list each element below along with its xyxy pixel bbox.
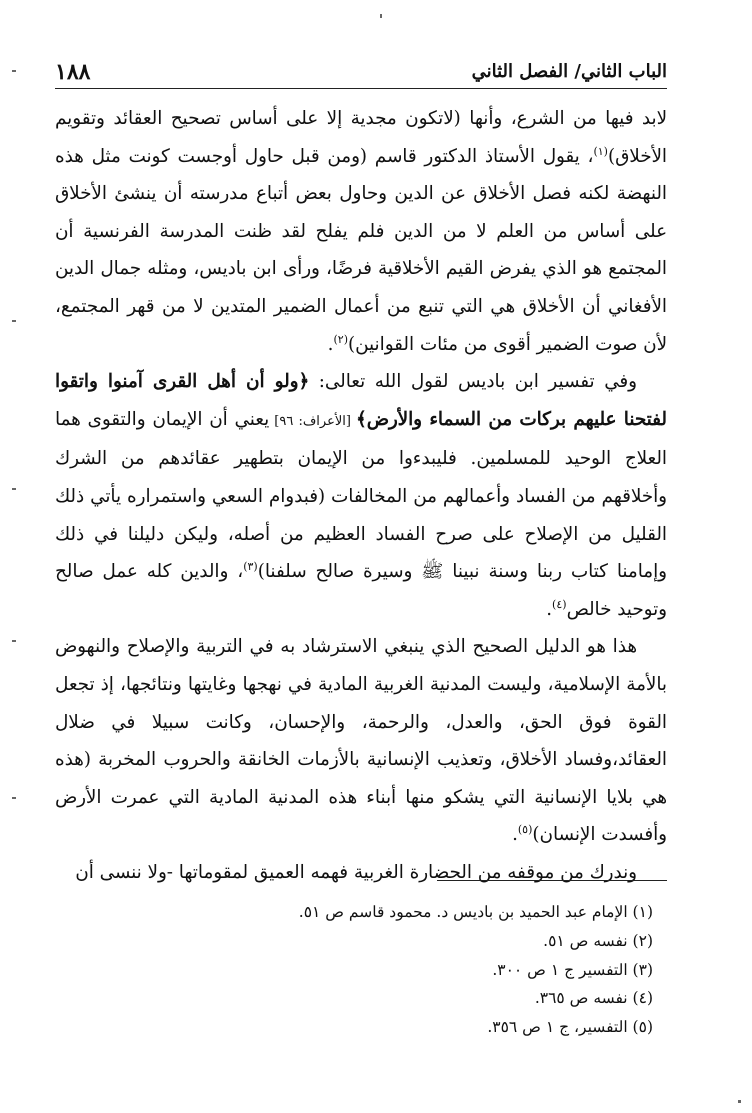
footnote: (٣) التفسير ج ١ ص ٣٠٠. xyxy=(492,960,653,979)
footnote: (٥) التفسير، ج ١ ص ٣٥٦. xyxy=(487,1018,653,1037)
footnote: (٢) نفسه ص ٥١. xyxy=(543,931,653,950)
footnote-ref: (٤) xyxy=(552,597,567,611)
body-text xyxy=(55,100,667,891)
page-number: ١٨٨ xyxy=(55,59,91,85)
running-title: الباب الثاني/ الفصل الثاني xyxy=(471,61,667,82)
footnote-ref: (٣) xyxy=(243,560,258,574)
verse-citation: [الأعراف: ٩٦] xyxy=(269,413,357,429)
paragraph: وندرك من موقفه من الحضارة الغربية فهمه العميق لمقوماتها -ولا ننسى أن xyxy=(75,861,637,883)
page-header xyxy=(55,48,667,89)
margin-mark xyxy=(12,488,16,490)
footnote-ref: (١) xyxy=(593,144,608,158)
footnote-separator xyxy=(437,880,667,881)
margin-mark xyxy=(12,640,16,642)
margin-mark xyxy=(12,320,16,322)
paragraph: وفي تفسير ابن باديس لقول الله تعالى: ﴿ولو أن أهل القرى آمنوا واتقوا لفتحنا عليهم بركات من السماء والأرض﴾ [الأعراف: ٩٦] يعني أن الإيمان والتقوى هما العلاج الوحيد للمسلمين. فليبدءوا من الإيمان بتطهير عقائدهم من الشرك وأخلاقهم من الفساد وأعمالهم من المخالفات (فبدوام السعي واستمراره يأتي ذلك القليل من الإصلاح على صرح الفساد العظيم من أصله، وليكن دليلنا في ذلك وإمامنا كتاب ربنا وسنة نبينا ﷺ وسيرة صالح سلفنا)$^{(٣)}$، والدين كله عمل صالح وتوحيد خالص$^{(٤)}$. xyxy=(55,371,667,620)
footnotes xyxy=(55,898,667,1042)
margin-mark xyxy=(738,1100,741,1103)
margin-mark xyxy=(12,797,16,799)
margin-mark xyxy=(12,70,16,72)
paragraph: لابد فيها من الشرع، وأنها (لاتكون مجدية إلا على أساس تصحيح العقائد وتقويم الأخلاق)$^{(١)}$، يقول الأستاذ الدكتور قاسم (ومن قبل حاول أوجست كونت مثل هذه النهضة لكنه فصل الأخلاق عن الدين وحاول بعض أتباع مدرسته أن ينشئ الأخلاق على أساس من العلم لا من الدين فلم يفلح لقد ظنت المدرسة الفرنسية أن المجتمع هو الذي يفرض القيم الأخلاقية فرضًا، ورأى ابن باديس، ومثله جمال الدين الأفغاني أن الأخلاق هي التي تنبع من أعمال الضمير المتدين لا من قهر المجتمع، لأن صوت الضمير أقوى من مئات القوانين)$^{(٢)}$. xyxy=(55,108,667,355)
paragraph: هذا هو الدليل الصحيح الذي ينبغي الاسترشاد به في التربية والإصلاح والنهوض بالأمة الإسلامية، وليست المدنية الغربية المادية في نهجها وغايتها ونتائجها، إذ تجعل القوة فوق الحق، والعدل، والرحمة، والإحسان، وكانت سبيلا في ضلال العقائد،وفساد الأخلاق، وتعذيب الإنسانية بالأزمات الخانقة والحروب المخربة (هذه هي بلايا الإنسانية التي يشكو منها أبناء هذه المدنية المادية التي عمرت الأرض وأفسدت الإنسان)$^{(٥)}$. xyxy=(55,636,667,846)
footnote: (١) الإمام عبد الحميد بن باديس د. محمود قاسم ص ٥١. xyxy=(298,903,653,921)
quran-verse: ﴿ولو أن أهل القرى آمنوا واتقوا لفتحنا عليهم بركات من السماء والأرض﴾ xyxy=(55,371,667,430)
margin-mark xyxy=(380,14,382,18)
footnote-ref: (٥) xyxy=(517,823,533,837)
footnote-ref: (٢) xyxy=(333,332,348,346)
footnote: (٤) نفسه ص ٣٦٥. xyxy=(534,989,653,1008)
book-page xyxy=(55,0,667,1113)
